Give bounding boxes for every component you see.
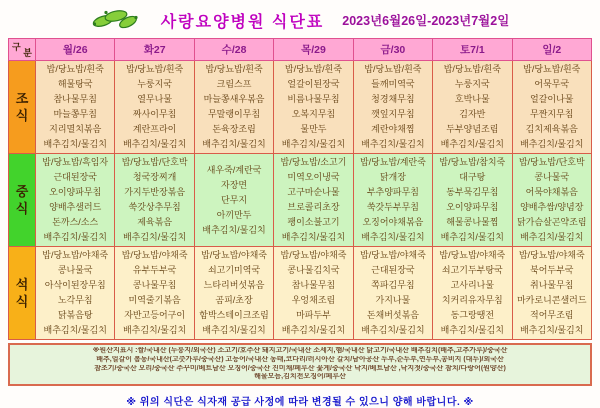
meal-plan-table (8, 38, 592, 340)
menu-item: 배추김치/물김치 (202, 224, 266, 235)
menu-item: 동그랑땡전 (450, 310, 495, 320)
menu-item: 곰피/초장 (215, 295, 253, 305)
menu-item: 콩나물김치국 (287, 265, 340, 275)
menu-item: 밥/당뇨밥/흰죽 (443, 64, 501, 74)
menu-item: 배추김치/물김치 (122, 232, 187, 242)
day-header-1: 화27 (115, 39, 194, 61)
menu-item: 닭개장 (379, 172, 406, 182)
meal-label-2: 석 식 (9, 247, 36, 340)
meal-label-1: 중 식 (9, 154, 36, 247)
menu-cell-0-3 (274, 61, 353, 154)
menu-item: 청국장찌개 (132, 172, 177, 182)
menu-item: 두부양념조림 (446, 124, 499, 134)
menu-item: 오복지무침 (291, 109, 336, 119)
menu-item: 제육볶음 (137, 217, 173, 227)
menu-item: 해물콩나물찜 (446, 217, 499, 227)
menu-cell-1-1 (115, 154, 194, 247)
menu-item: 팽이소불고기 (287, 217, 340, 227)
menu-item: 쑥갓상추무침 (128, 202, 181, 212)
menu-item: 호박나물 (454, 94, 490, 104)
menu-item: 미역오이냉국 (287, 172, 340, 182)
menu-item: 배추김치/물김치 (520, 139, 584, 149)
menu-item: 누룽지국 (137, 79, 173, 89)
menu-item: 어묵무국 (534, 79, 570, 89)
green-vegetables-icon (91, 5, 139, 36)
menu-item: 계란야채찜 (371, 124, 415, 134)
corner-cell (9, 39, 36, 61)
menu-item: 배추김치/물김치 (361, 325, 425, 335)
menu-item: 밥/당뇨밥/야채죽 (359, 250, 426, 260)
menu-item: 대구탕 (459, 172, 486, 182)
origin-line-2: 참조기/중국산 오리/중국산 주꾸미/베트남산 오징어/중국산 진미채/페루산 꽃게/중국산 낙지/베트남산 ,낙지젓/중국산 참치/다랑어(원양산) (94, 364, 506, 372)
menu-cell-1-0 (36, 154, 115, 247)
menu-item: 얼갈이나물 (530, 94, 574, 104)
menu-cell-0-0 (36, 61, 115, 154)
menu-item: 계란프라이 (132, 124, 177, 134)
menu-item: 청경채무침 (371, 94, 415, 104)
menu-item: 어묵야채볶음 (525, 187, 578, 197)
day-header-3: 목/29 (274, 39, 353, 61)
menu-item: 배추김치/물김치 (440, 139, 504, 149)
menu-item: 비름나물무침 (287, 94, 340, 104)
menu-item: 배추김치/물김치 (281, 232, 346, 242)
menu-item: 배추김치/물김치 (43, 139, 107, 149)
meal-row-1 (9, 154, 592, 247)
corner-char: 구 (12, 42, 21, 52)
menu-item: 오이양파무침 (446, 202, 499, 212)
menu-item: 밥/당뇨밥/야채죽 (280, 250, 347, 260)
menu-item: 가지두반장볶음 (124, 187, 186, 197)
menu-item: 적어무조림 (530, 310, 574, 320)
meal-label-0: 조 식 (9, 61, 36, 154)
menu-item: 배추김치/물김치 (202, 325, 266, 335)
menu-item: 밥/당뇨밥/흰죽 (205, 64, 263, 74)
menu-cell-2-2 (194, 247, 273, 340)
menu-item: 배추김치/물김치 (122, 139, 187, 149)
menu-item: 배추김치/물김치 (122, 325, 187, 335)
menu-item: 함박스테이크조림 (199, 310, 269, 320)
menu-item: 자장면 (221, 179, 248, 190)
origin-info-box (8, 343, 592, 386)
menu-item: 쇠고기미역국 (207, 265, 261, 275)
menu-item: 누룽지국 (454, 79, 490, 89)
menu-item: 참나물무침 (53, 94, 97, 104)
menu-item: 아끼만두 (216, 209, 252, 220)
menu-item: 콩나물무침 (132, 280, 177, 290)
menu-cell-0-4 (353, 61, 432, 154)
origin-line-0: ※원산지표시 :쌀/국내산 (누룽지/외국산) 소고기/호주산 돼지고기/국내산 소세지,햄/국내산 닭고기/국내산 배추김치(배추,고추가루)/중국산 (92, 347, 508, 354)
menu-cell-2-0 (36, 247, 115, 340)
menu-item: 지리멸치볶음 (49, 124, 102, 134)
menu-item: 밥/당뇨밥/흰죽 (364, 64, 422, 74)
menu-item: 들깨미역국 (371, 79, 415, 89)
change-notice: ※ 위의 식단은 식자재 공급 사정에 따라 변경될 수 있으니 양해 바랍니다. ※ (126, 397, 474, 408)
menu-item: 배추김치/물김치 (440, 232, 504, 242)
menu-item: 콩나물국 (534, 172, 570, 182)
menu-item: 밥/당뇨밥/계란죽 (359, 157, 426, 167)
menu-item: 자반고등어구이 (124, 310, 186, 320)
menu-item: 근대된장국 (53, 172, 97, 182)
origin-line-1: 배추,얼갈이 봄동/국내산(고춧가루/중국산) 고등어/국내산 동태,코다리/러시아산 갈치/남아공산 두부,순두부,연두부,콩비지 (대두)/외국산 (96, 355, 504, 363)
menu-cell-0-5 (433, 61, 512, 154)
menu-item: 배추김치/물김치 (281, 139, 346, 149)
menu-item: 밥/당뇨밥/단호박 (518, 157, 585, 167)
menu-item: 돈육장조림 (212, 124, 256, 134)
menu-item: 밥/당뇨밥/야채죽 (201, 250, 267, 260)
menu-cell-0-1 (115, 61, 194, 154)
menu-item: 동부묵김무침 (446, 187, 499, 197)
menu-cell-1-4 (353, 154, 432, 247)
meal-table-body (9, 61, 592, 340)
menu-item: 밥/당뇨밥/야채죽 (518, 250, 585, 260)
menu-item: 근대된장국 (371, 265, 415, 275)
menu-item: 밥/당뇨밥/흰죽 (523, 64, 581, 74)
menu-item: 배추김치/물김치 (440, 325, 504, 335)
menu-item: 배추김치/물김치 (520, 325, 584, 335)
menu-item: 마파두부 (296, 310, 331, 320)
menu-item: 배추김치/물김치 (43, 232, 107, 242)
menu-item: 크림스프 (216, 79, 252, 89)
menu-item: 깻잎지무침 (371, 109, 415, 119)
day-header-row (9, 39, 592, 61)
menu-item: 배추김치/물김치 (361, 139, 425, 149)
menu-item: 양배추쌈/양념장 (520, 202, 584, 212)
menu-item: 쪽파김무침 (371, 280, 415, 290)
menu-item: 닭가슴살곤약조림 (516, 217, 587, 227)
menu-cell-2-5 (433, 247, 512, 340)
menu-item: 밥/당뇨밥/흰죽 (284, 64, 343, 74)
menu-item: 오징어야채볶음 (362, 217, 424, 227)
menu-item: 돈까스/소스 (52, 217, 99, 227)
menu-item: 마늘쫑무침 (53, 109, 97, 119)
menu-cell-2-4 (353, 247, 432, 340)
menu-cell-1-6 (512, 154, 591, 247)
menu-cell-2-6 (512, 247, 591, 340)
menu-cell-2-3 (274, 247, 353, 340)
menu-item: 오이양파무침 (49, 187, 102, 197)
menu-item: 마카로니콘샐러드 (516, 295, 587, 305)
menu-item: 치커리유자무침 (441, 295, 503, 305)
title-bar (0, 0, 600, 37)
menu-item: 해물탕국 (57, 79, 93, 89)
menu-cell-1-2 (194, 154, 273, 247)
meal-row-0 (9, 61, 592, 154)
menu-item: 밥/당뇨밥/흰죽 (46, 64, 104, 74)
menu-item: 배추김치/물김치 (43, 325, 107, 335)
menu-item: 느타리버섯볶음 (203, 280, 265, 290)
page-title: 사랑요양병원 식단표 (160, 13, 325, 31)
menu-item: 물만두 (300, 124, 327, 134)
menu-item: 김치제육볶음 (525, 124, 578, 134)
menu-item: 김자반 (459, 109, 486, 119)
menu-item: 배추김치/물김치 (520, 232, 584, 242)
menu-item: 밥/당뇨밥/야채죽 (42, 250, 109, 260)
menu-item: 노각무침 (57, 295, 93, 305)
menu-item: 콩나물국 (57, 265, 93, 275)
origin-line-3: 해물모듬,김치전오징어/페루산 (254, 373, 346, 381)
menu-item: 부추양파무침 (366, 187, 419, 197)
menu-item: 돈채버섯볶음 (366, 310, 419, 320)
menu-item: 단무지 (221, 194, 248, 205)
menu-cell-1-5 (433, 154, 512, 247)
day-header-6: 일/2 (512, 39, 591, 61)
menu-item: 배추김치/물김치 (202, 139, 266, 149)
menu-item: 얼갈이된장국 (287, 79, 340, 89)
menu-item: 짜사이무침 (132, 109, 177, 119)
day-header-5: 토7/1 (433, 39, 512, 61)
menu-item: 가지나물 (375, 295, 411, 305)
menu-cell-0-2 (194, 61, 273, 154)
menu-item: 밥/당뇨밥/참치죽 (439, 157, 506, 167)
menu-item: 쇠고기두부탕국 (441, 265, 503, 275)
menu-item: 밥/당뇨밥/야채죽 (439, 250, 506, 260)
menu-item: 무짠지무침 (530, 109, 574, 119)
day-header-4: 금/30 (353, 39, 432, 61)
day-header-0: 월/26 (36, 39, 115, 61)
menu-item: 밥/당뇨밥/단호박 (121, 157, 188, 167)
menu-item: 미역줄기볶음 (128, 295, 181, 305)
menu-cell-2-1 (115, 247, 194, 340)
menu-item: 아삭이된장무침 (44, 280, 106, 290)
menu-item: 무말랭이무침 (207, 109, 261, 119)
day-header-2: 수/28 (194, 39, 273, 61)
menu-cell-0-6 (512, 61, 591, 154)
menu-item: 배추김치/물김치 (281, 325, 346, 335)
menu-item: 북어두부국 (530, 265, 574, 275)
menu-item: 닭볶음탕 (57, 310, 93, 320)
menu-item: 고사리나물 (450, 280, 495, 290)
menu-item: 양배추샐러드 (49, 202, 102, 212)
menu-item: 밥/당뇨밥/흰죽 (126, 64, 184, 74)
menu-item: 우엉채조림 (291, 295, 336, 305)
menu-item: 새우죽/계란국 (206, 164, 262, 175)
menu-item: 브로콜리초장 (287, 202, 340, 212)
menu-item: 밥/당뇨밥/흑임자 (42, 157, 109, 167)
date-range: 2023년6월26일-2023년7월2일 (342, 14, 510, 28)
menu-item: 유부두부국 (132, 265, 177, 275)
menu-item: 밥/당뇨밥/야채죽 (121, 250, 188, 260)
menu-cell-1-3 (274, 154, 353, 247)
menu-item: 취나물무침 (530, 280, 574, 290)
menu-item: 고구마순나물 (287, 187, 340, 197)
corner-char: 분 (23, 48, 32, 58)
menu-item: 참나물무침 (291, 280, 336, 290)
meal-row-2 (9, 247, 592, 340)
menu-item: 쑥갓두부무침 (366, 202, 419, 212)
menu-item: 밥/당뇨밥/소고기 (280, 157, 347, 167)
menu-item: 열무나물 (137, 94, 173, 104)
menu-item: 배추김치/물김치 (361, 232, 425, 242)
menu-item: 마늘쫑새우볶음 (203, 94, 265, 104)
